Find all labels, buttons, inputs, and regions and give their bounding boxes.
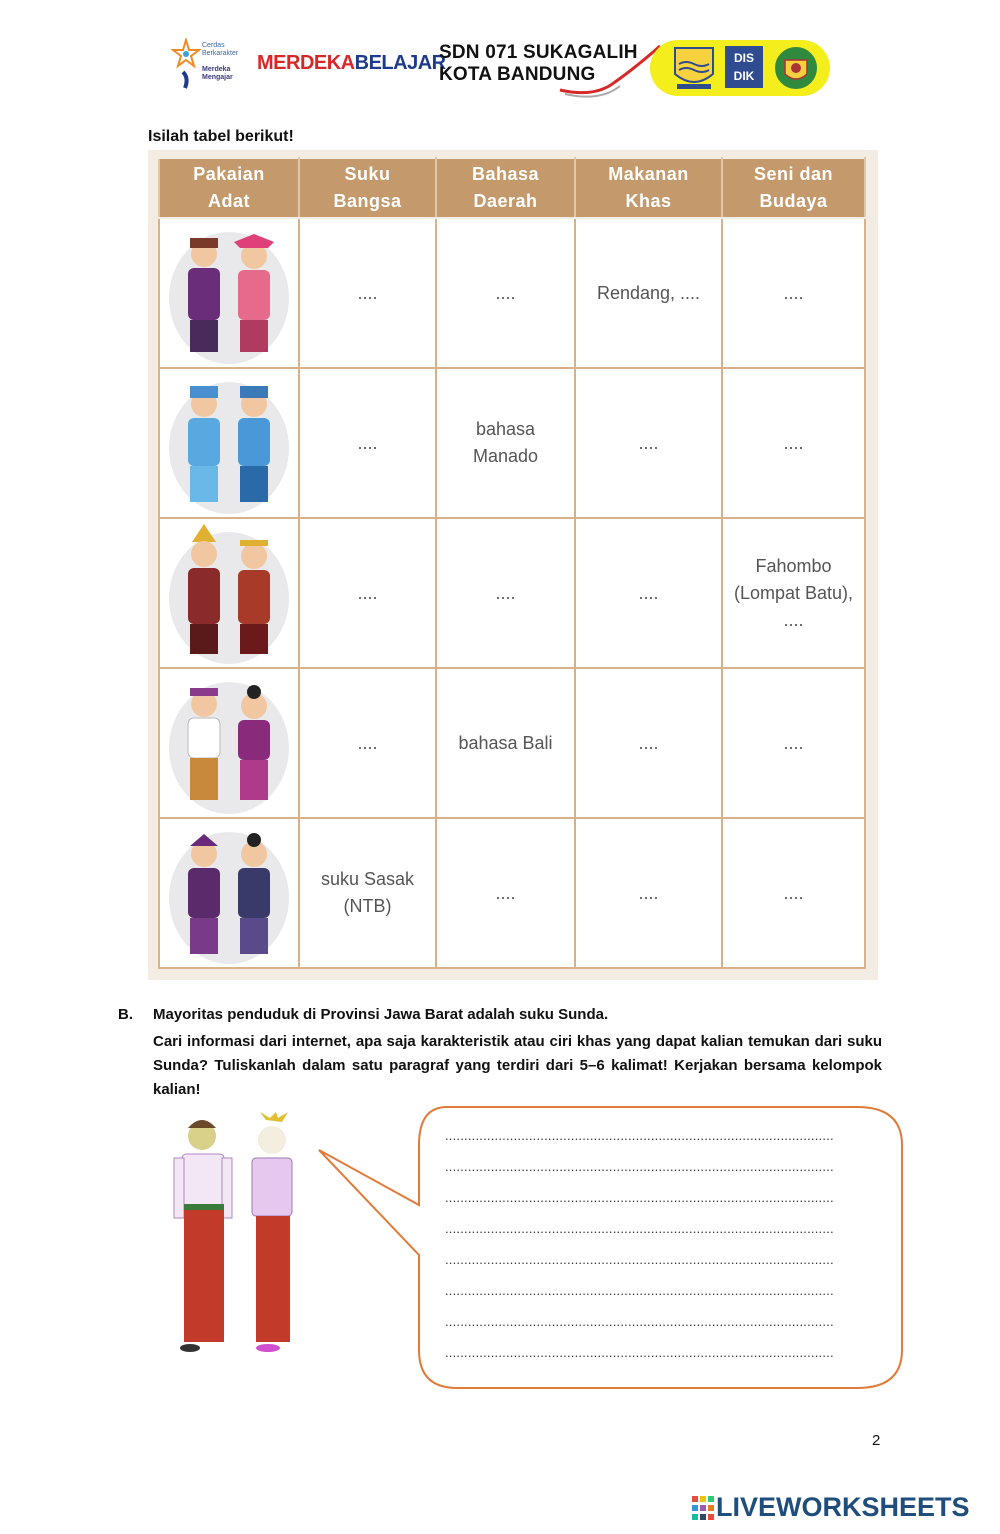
row4-suku[interactable]: .... [299, 668, 436, 818]
school-emblem-icon [771, 44, 821, 92]
header-bahasa-daerah: Bahasa Daerah [436, 158, 575, 218]
costume-manado-illustration-icon [160, 370, 298, 516]
costume-sasak-illustration-icon [160, 820, 298, 966]
table-row [159, 218, 865, 368]
answer-line[interactable]: ...................................................................................................... [445, 1345, 834, 1360]
row4-bahasa[interactable]: bahasa Bali [436, 668, 575, 818]
answer-line[interactable]: ...................................................................................................... [445, 1128, 834, 1143]
row2-seni[interactable]: .... [722, 368, 865, 518]
table-row [159, 668, 865, 818]
answer-line[interactable]: ...................................................................................................... [445, 1252, 834, 1267]
brand-merdeka-mengajar-text: Merdeka Mengajar [202, 66, 233, 81]
table-row [159, 818, 865, 968]
costume-bali-illustration-icon [160, 670, 298, 816]
costume-nias-illustration-icon [160, 520, 298, 666]
header-pakaian-adat: Pakaian Adat [159, 158, 299, 218]
school-name: SDN 071 SUKAGALIH KOTA BANDUNG [439, 42, 638, 85]
row5-makanan[interactable]: .... [575, 818, 722, 968]
answer-lines[interactable] [445, 1128, 875, 1376]
table-row [159, 518, 865, 668]
answer-line[interactable]: ...................................................................................................... [445, 1190, 834, 1205]
row2-suku[interactable]: .... [299, 368, 436, 518]
table-instruction: Isilah tabel berikut! [148, 128, 294, 145]
row3-bahasa[interactable]: .... [436, 518, 575, 668]
page-header [165, 30, 845, 110]
header-seni-budaya: Seni dan Budaya [722, 158, 865, 218]
costume-nias-image [159, 518, 299, 668]
costume-minang-illustration-icon [160, 220, 298, 366]
costume-bali-image [159, 668, 299, 818]
row1-suku[interactable]: .... [299, 218, 436, 368]
red-ribbon-icon [555, 40, 665, 100]
row1-seni[interactable]: .... [722, 218, 865, 368]
row5-bahasa[interactable]: .... [436, 818, 575, 968]
bandung-crest-icon [671, 44, 717, 92]
section-b-label: B. [118, 1006, 133, 1023]
culture-table [158, 157, 866, 969]
row2-makanan[interactable]: .... [575, 368, 722, 518]
header-makanan-khas: Makanan Khas [575, 158, 722, 218]
row5-seni[interactable]: .... [722, 818, 865, 968]
row3-makanan[interactable]: .... [575, 518, 722, 668]
costume-sasak-image [159, 818, 299, 968]
answer-line[interactable]: ...................................................................................................... [445, 1314, 834, 1329]
liveworksheets-watermark[interactable]: LIVEWORKSHEETS [716, 1492, 970, 1522]
row1-makanan[interactable]: Rendang, .... [575, 218, 722, 368]
row2-bahasa[interactable]: bahasa Manado [436, 368, 575, 518]
row4-makanan[interactable]: .... [575, 668, 722, 818]
header-suku-bangsa: Suku Bangsa [299, 158, 436, 218]
costume-minang-image [159, 218, 299, 368]
merdeka-belajar-logo: MERDEKABELAJAR [257, 52, 446, 74]
costume-manado-image [159, 368, 299, 518]
liveworksheets-logo-icon [692, 1496, 714, 1520]
answer-line[interactable]: ...................................................................................................... [445, 1221, 834, 1236]
section-b-title: Mayoritas penduduk di Provinsi Jawa Barat adalah suku Sunda. [153, 1006, 609, 1023]
page-number: 2 [872, 1432, 881, 1449]
row5-suku[interactable]: suku Sasak (NTB) [299, 818, 436, 968]
brand-cerdas-text: Cerdas Berkarakter [202, 42, 239, 57]
row3-seni[interactable]: Fahombo (Lompat Batu), .... [722, 518, 865, 668]
row1-bahasa[interactable]: .... [436, 218, 575, 368]
section-b-instructions: Cari informasi dari internet, apa saja karakteristik atau ciri khas yang dapat kalian temukan dari suku Sunda? Tuliskanlah dalam satu paragraf yang terdiri dari 5–6 kalimat! Kerjakan bersama kelompok kalian! [153, 1033, 882, 1098]
answer-line[interactable]: ...................................................................................................... [445, 1283, 834, 1298]
row4-seni[interactable]: .... [722, 668, 865, 818]
cerdas-berkarakter-logo-icon [171, 38, 201, 90]
table-row [159, 368, 865, 518]
sundanese-couple-illustration-icon [170, 1112, 300, 1362]
row3-suku[interactable]: .... [299, 518, 436, 668]
answer-line[interactable]: ...................................................................................................... [445, 1159, 834, 1174]
table-header-row [159, 158, 865, 218]
disdik-logo: DIS DIK [725, 46, 763, 88]
